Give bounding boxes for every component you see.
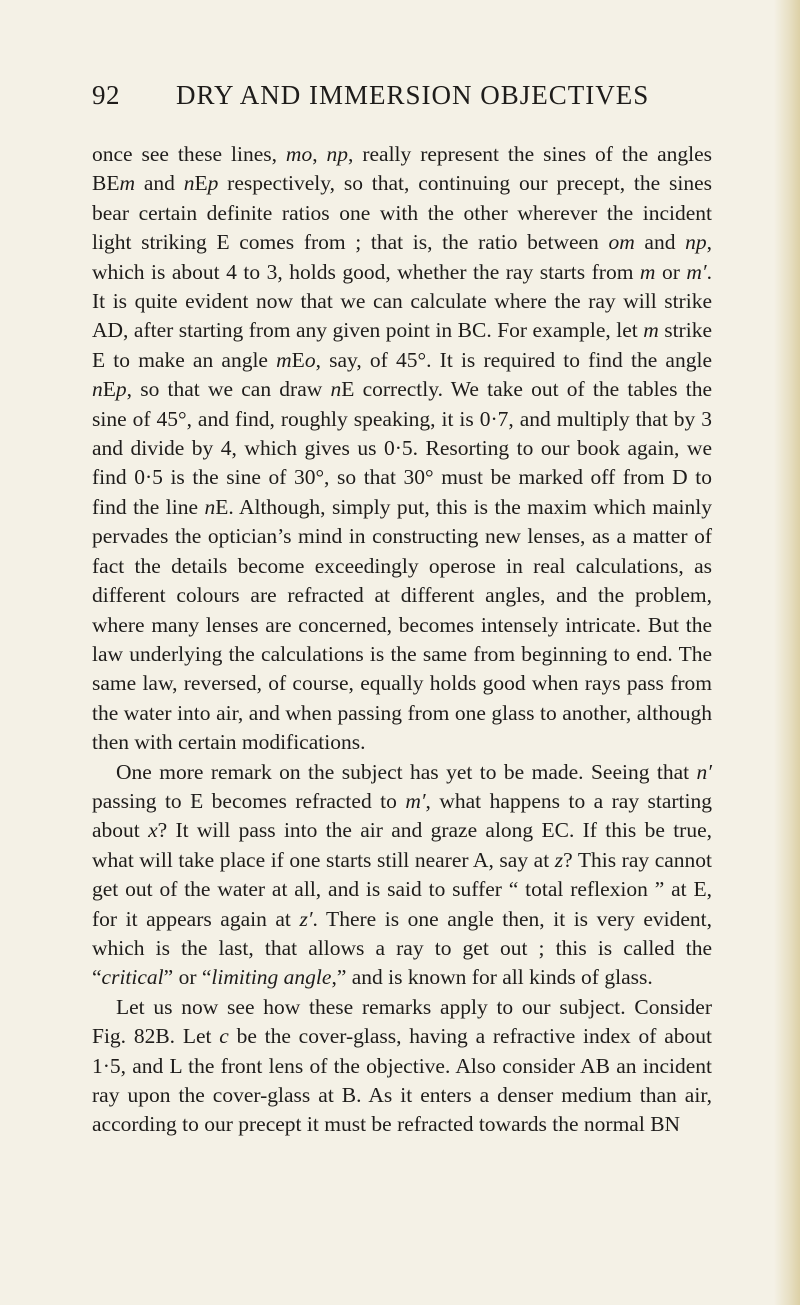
text-run: ? It will pass into the air and graze along EC. If this be true, what will take place if one starts still nearer A, say at	[92, 818, 712, 872]
running-head: DRY AND IMMERSION OBJECTIVES	[176, 80, 650, 110]
text-run: ,” and is known for all kinds of glass.	[331, 965, 653, 990]
italic-text: mo	[285, 142, 313, 166]
italic-text: critical	[101, 965, 164, 990]
italic-text: c	[219, 1024, 229, 1049]
text-run: and	[135, 171, 184, 196]
italic-text: m	[276, 347, 292, 372]
italic-text: limiting angle	[211, 965, 332, 990]
paragraph-1	[92, 140, 712, 758]
italic-text: m	[639, 259, 656, 284]
text-run: E	[102, 377, 116, 402]
page-header	[92, 80, 712, 116]
italic-text: m	[119, 171, 136, 196]
italic-text: z	[554, 847, 564, 872]
text-run: and	[634, 230, 686, 255]
text-run: . There is one angle then, it is very evident, which is the last, that allows a ray to get out ; this is called the “	[92, 906, 712, 990]
text-run: E	[291, 347, 305, 372]
text-run: Let us now see how these remarks apply to our subject. Consider Fig. 82B. Let	[92, 994, 712, 1049]
text-run: , so that we can draw	[126, 377, 331, 402]
italic-text: m′	[686, 259, 707, 284]
text-run: ? This ray cannot get out of the water at all, and is said to suffer “ total reflexion ” at E, for it appears again at	[92, 847, 712, 931]
italic-text: np	[326, 142, 349, 166]
italic-text: n	[204, 494, 216, 519]
italic-text: p	[207, 171, 219, 196]
text-run: E correctly. We take out of the tables the sine of 45°, and find, roughly speaking, it is 0·7, and multiply that by 3 and divide by 4, which gives us 0·5. Resorting to our book again, we find 0·5 is the sine of 30°, so that 30° must be marked off from D to find the line	[92, 377, 712, 519]
italic-text: z′	[299, 906, 313, 931]
text-run: strike E to make an angle	[92, 318, 712, 372]
italic-text: x	[148, 818, 158, 843]
italic-text: n	[183, 171, 195, 196]
text-run: . It is quite evident now that we can calculate where the ray will strike AD, after starting from any given point in BC. For example, let	[92, 259, 712, 343]
text-run: , say, of 45°. It is required to find the angle	[315, 347, 712, 372]
page-edge-shadow	[774, 0, 800, 1305]
paragraph-3	[92, 993, 712, 1140]
italic-text: om	[608, 230, 635, 255]
italic-text: m	[643, 318, 659, 343]
text-run: ” or “	[163, 965, 212, 990]
italic-text: o	[304, 347, 316, 372]
text-run: , which is about 4 to 3, holds good, whether the ray starts from	[92, 230, 712, 284]
italic-text: n	[92, 377, 103, 402]
text-run: E	[194, 171, 208, 196]
italic-text: p	[115, 377, 127, 402]
text-run: or	[655, 259, 687, 284]
italic-text: n	[330, 377, 342, 402]
text-run: passing to E becomes refracted to	[92, 788, 406, 813]
text-run: , really represent the sines of the angles BE	[92, 142, 712, 196]
text-run: be the cover-glass, having a refractive index of about 1·5, and L the front lens of the objective. Also consider AB an incident ray upon the cover-glass at B. As it enters a denser medium than air, according to our precept it must be refracted towards the normal BN	[92, 1024, 713, 1137]
paragraph-2	[92, 758, 712, 993]
text-run: One more remark on the subject has yet to be made. Seeing that	[116, 759, 697, 784]
text-run: , what happens to a ray starting about	[92, 788, 713, 843]
italic-text: m′	[405, 788, 426, 813]
page-number: 92	[92, 80, 120, 110]
text-run: once see these lines,	[92, 142, 286, 166]
text-run: E. Although, simply put, this is the maxim which mainly pervades the optician’s mind in constructing new lenses, as a matter of fact the details become exceedingly operose in real calculations, as different colours are refracted at different angles, and the problem, where many lenses are concerned, becomes intensely intricate. But the law underlying the calculations is the same from beginning to end. The same law, reversed, of course, equally holds good when rays pass from the water into air, and when passing from one glass to another, although then with certain modifications.	[92, 494, 712, 755]
body-text	[92, 140, 712, 1140]
text-run: ,	[312, 142, 327, 166]
italic-text: n′	[696, 759, 712, 784]
text-run: respectively, so that, continuing our precept, the sines bear certain definite ratios one with the other wherever the incident light striking E comes from ; that is, the ratio between	[92, 171, 712, 255]
italic-text: np	[685, 230, 707, 255]
